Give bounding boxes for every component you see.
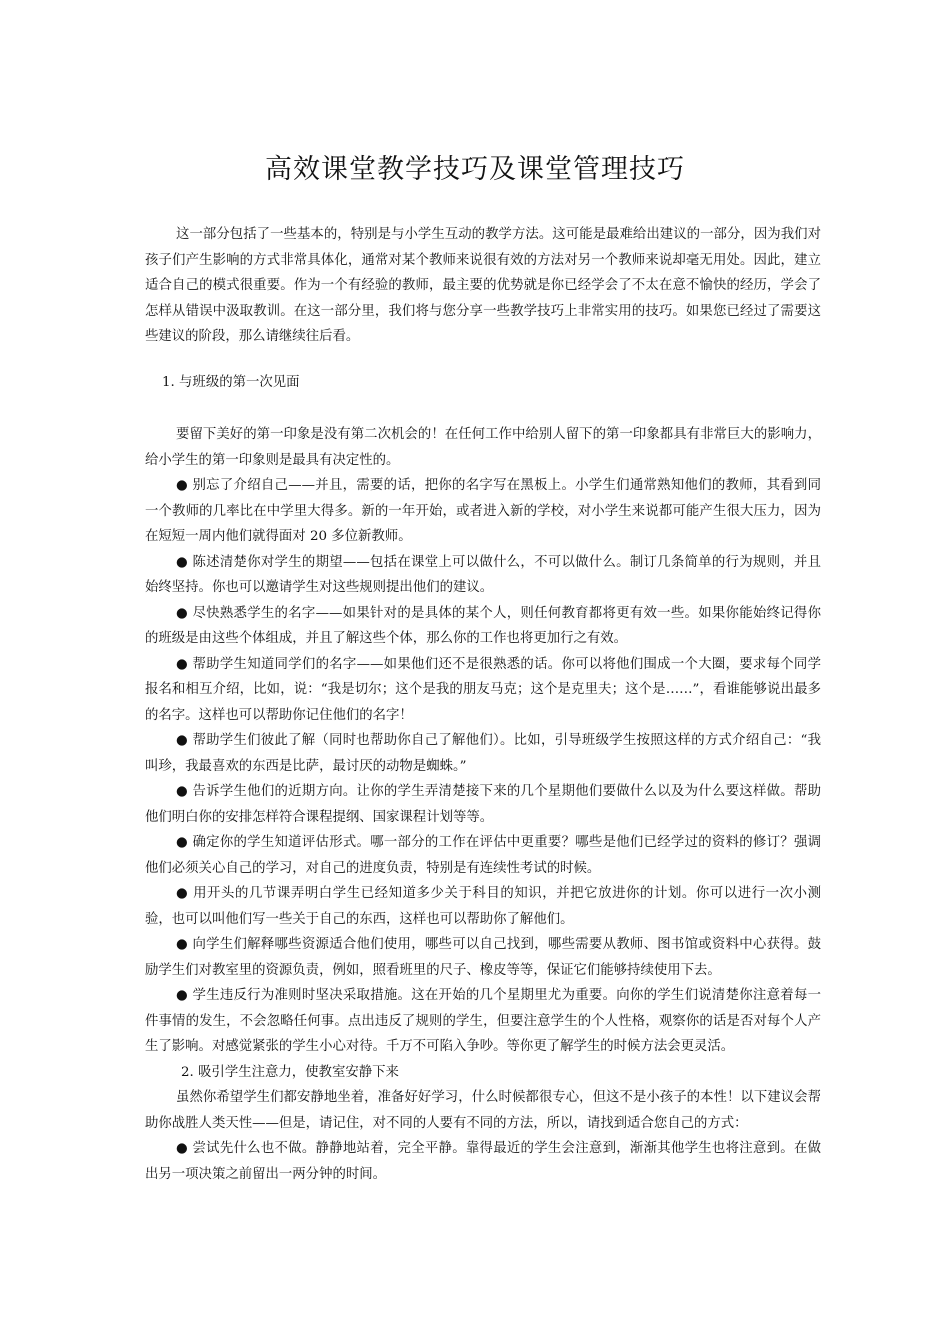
section-heading-attention: 2. 吸引学生注意力，使教室安静下来 (181, 1064, 399, 1080)
bullet-learn-names: ● 尽快熟悉学生的名字——如果针对的是具体的某个人，则任何教育都将更有效一些。如果你能始终记得你的班级是由这些个体组成，并且了解这些个体，那么你的工作也将更加行之有效。 (145, 605, 821, 646)
bullet-resources: ● 向学生们解释哪些资源适合他们使用，哪些可以自己找到，哪些需要从教师、图书馆或资料中心获得。鼓励学生们对教室里的资源负责，例如，照看班里的尺子、橡皮等等，保证它们能够持续使用下去。 (145, 937, 821, 978)
paragraph-first-impression: 要留下美好的第一印象是没有第二次机会的！在任何工作中给别人留下的第一印象都具有非常巨大的影响力，给小学生的第一印象则是最具有决定性的。 (145, 427, 821, 468)
intro-paragraph: 这一部分包括了一些基本的，特别是与小学生互动的教学方法。这可能是最难给出建议的一部分，因为我们对孩子们产生影响的方式非常具体化，通常对某个教师来说很有效的方法对另一个教师来说却毫无用处。因此，建立适合自己的模式很重要。作为一个有经验的教师，最主要的优势就是你已经学会了不太在意不愉快的经历，学会了怎样从错误中汲取教训。在这一部分里，我们将与您分享一些教学技巧上非常实用的技巧。如果您已经过了需要这些建议的阶段，那么请继续往后看。 (145, 227, 821, 344)
bullet-do-nothing: ● 尝试先什么也不做。静静地站着，完全平静。靠得最近的学生会注意到，渐渐其他学生也将注意到。在做出另一项决策之前留出一两分钟的时间。 (145, 1141, 821, 1182)
bullet-recent-direction: ● 告诉学生他们的近期方向。让你的学生弄清楚接下来的几个星期他们要做什么以及为什么要这样做。帮助他们明白你的安排怎样符合课程提纲、国家课程计划等等。 (145, 784, 821, 825)
section-first-meeting-body (145, 422, 821, 1187)
bullet-first-lessons: ● 用开头的几节课弄明白学生已经知道多少关于科目的知识，并把它放进你的计划。你可以进行一次小测验，也可以叫他们写一些关于自己的东西，这样也可以帮助你了解他们。 (145, 886, 821, 927)
paragraph-attention-intro: 虽然你希望学生们都安静地坐着，准备好好学习，什么时候都很专心，但这不是小孩子的本性！以下建议会帮助你战胜人类天性——但是，请记住，对不同的人要有不同的方法，所以，请找到适合您自己的方式： (145, 1090, 821, 1131)
section-heading-first-meeting: 1. 与班级的第一次见面 (162, 375, 300, 390)
document-title: 高效课堂教学技巧及课堂管理技巧 (265, 154, 685, 185)
bullet-introduce-yourself: ● 别忘了介绍自己——并且，需要的话，把你的名字写在黑板上。小学生们通常熟知他们的教师，其看到同一个教师的几率比在中学里大得多。新的一年开始，或者进入新的学校，对小学生来说都可能产生很大压力，因为在短短一周内他们就得面对 20 多位新教师。 (145, 478, 821, 544)
bullet-help-know-classmates: ● 帮助学生知道同学们的名字——如果他们还不是很熟悉的话。你可以将他们围成一个大圈，要求每个同学报名和相互介绍，比如，说：“我是切尔；这个是我的朋友马克；这个是克里夫；这个是……”，看谁能够说出最多的名字。这样也可以帮助你记住他们的名字！ (145, 656, 821, 723)
bullet-help-understand-each-other: ● 帮助学生们彼此了解（同时也帮助你自己了解他们）。比如，引导班级学生按照这样的方式介绍自己：“我叫珍，我最喜欢的东西是比萨，最讨厌的动物是蜘蛛。” (145, 733, 821, 774)
bullet-assessment-forms: ● 确定你的学生知道评估形式。哪一部分的工作在评估中更重要？哪些是他们已经学过的资料的修订？强调他们必须关心自己的学习，对自己的进度负责，特别是有连续性考试的时候。 (145, 835, 821, 876)
bullet-discipline: ● 学生违反行为准则时坚决采取措施。这在开始的几个星期里尤为重要。向你的学生们说清楚你注意着每一件事情的发生，不会忽略任何事。点出违反了规则的学生，但要注意学生的个人性格，观察你的话是否对每个人产生了影响。对感觉紧张的学生小心对待。千万不可陷入争吵。等你更了解学生的时候方法会更灵活。 (145, 988, 821, 1054)
bullet-state-expectations: ● 陈述清楚你对学生的期望——包括在课堂上可以做什么，不可以做什么。制订几条简单的行为规则，并且始终坚持。你也可以邀请学生对这些规则提出他们的建议。 (145, 554, 821, 595)
